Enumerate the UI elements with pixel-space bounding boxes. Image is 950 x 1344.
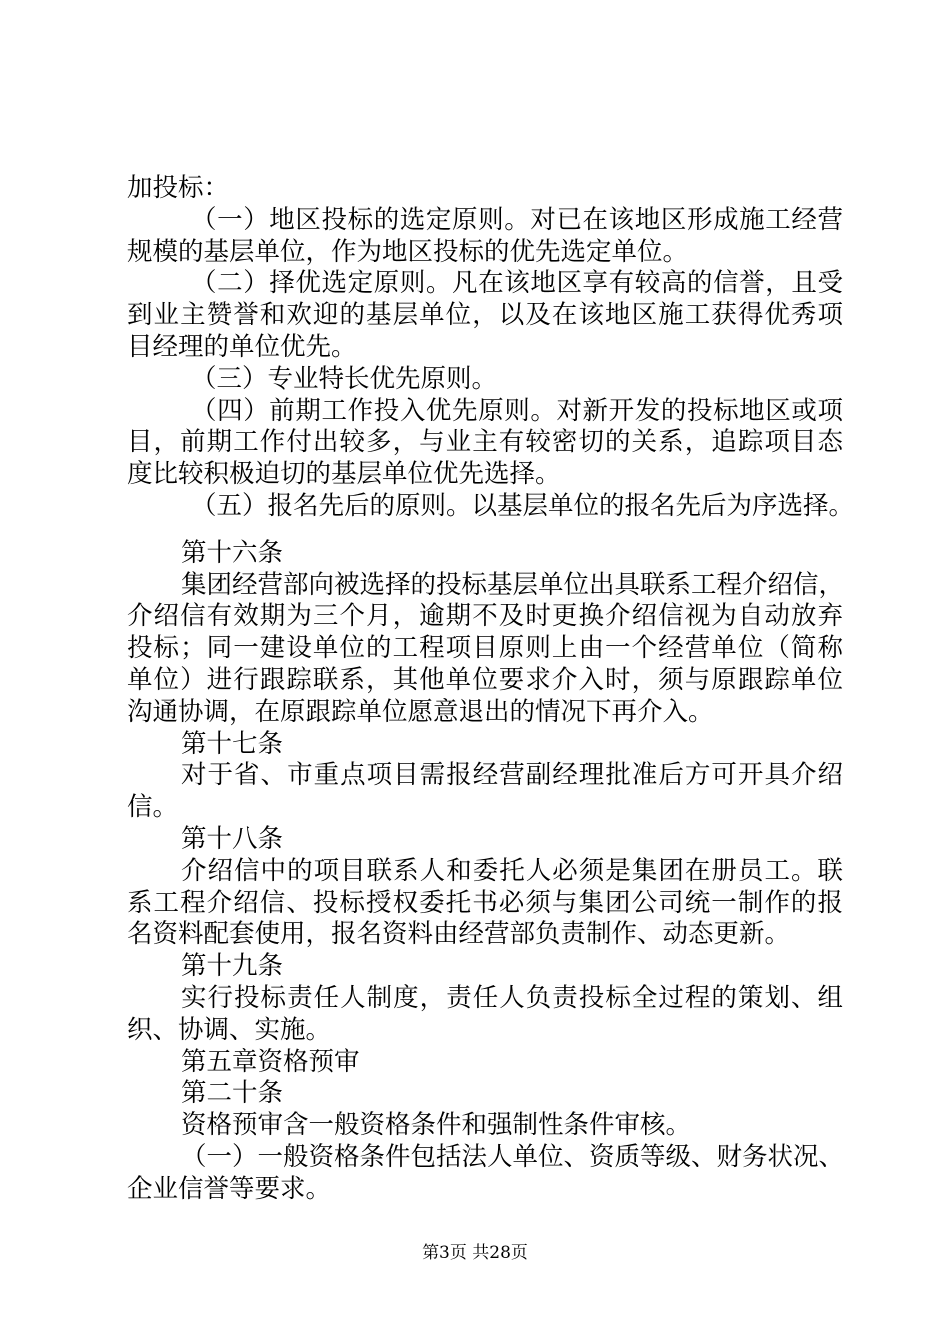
text-line: 名资料配套使用，报名资料由经营部负责制作、动态更新。 [127,919,791,950]
text-line: 织、协调、实施。 [127,1014,332,1045]
article-heading: 第十九条 [181,951,284,982]
text-line: 目，前期工作付出较多，与业主有较密切的关系，追踪项目态 [127,427,843,458]
article-heading: 第十七条 [181,728,284,759]
text-line: 信。 [127,792,179,823]
document-body [127,173,855,1206]
text-line: 集团经营部向被选择的投标基层单位出具联系工程介绍信， [181,569,845,600]
text-line: 目经理的单位优先。 [127,331,357,362]
text-line: 投标；同一建设单位的工程项目原则上由一个经营单位（简称 [127,633,843,664]
article-heading: 第十六条 [181,537,284,568]
text-line: （三）专业特长优先原则。 [191,363,498,394]
text-line: （一）一般资格条件包括法人单位、资质等级、财务状况、 [181,1141,845,1172]
text-line: 度比较积极迫切的基层单位优先选择。 [127,459,561,490]
text-line: 规模的基层单位，作为地区投标的优先选定单位。 [127,236,689,267]
text-line: （四）前期工作投入优先原则。对新开发的投标地区或项 [191,395,843,426]
text-line: 实行投标责任人制度，责任人负责投标全过程的策划、组 [181,982,843,1013]
text-line: （一）地区投标的选定原则。对已在该地区形成施工经营 [191,204,843,235]
text-line: 加投标： [127,173,230,203]
article-heading: 第二十条 [181,1078,284,1109]
text-line: （五）报名先后的原则。以基层单位的报名先后为序选择。 [191,490,855,521]
page-footer: 第3页 共28页 [422,1243,528,1263]
text-line: 介绍信有效期为三个月，逾期不及时更换介绍信视为自动放弃 [127,601,843,632]
chapter-heading: 第五章资格预审 [181,1046,360,1077]
text-line: 系工程介绍信、投标授权委托书必须与集团公司统一制作的报 [127,887,843,918]
paragraph-gap [127,523,843,538]
text-line: 资格预审含一般资格条件和强制性条件审核。 [181,1110,692,1141]
text-line: （二）择优选定原则。凡在该地区享有较高的信誉，且受 [191,268,843,299]
article-heading: 第十八条 [181,823,284,854]
text-line: 对于省、市重点项目需报经营副经理批准后方可开具介绍 [181,760,843,791]
text-line: 介绍信中的项目联系人和委托人必须是集团在册员工。联 [181,855,843,886]
text-line: 企业信誉等要求。 [127,1173,332,1204]
text-line: 单位）进行跟踪联系，其他单位要求介入时，须与原跟踪单位 [127,664,843,695]
text-line: 到业主赞誉和欢迎的基层单位，以及在该地区施工获得优秀项 [127,300,843,331]
text-line: 沟通协调，在原跟踪单位愿意退出的情况下再介入。 [127,696,714,727]
